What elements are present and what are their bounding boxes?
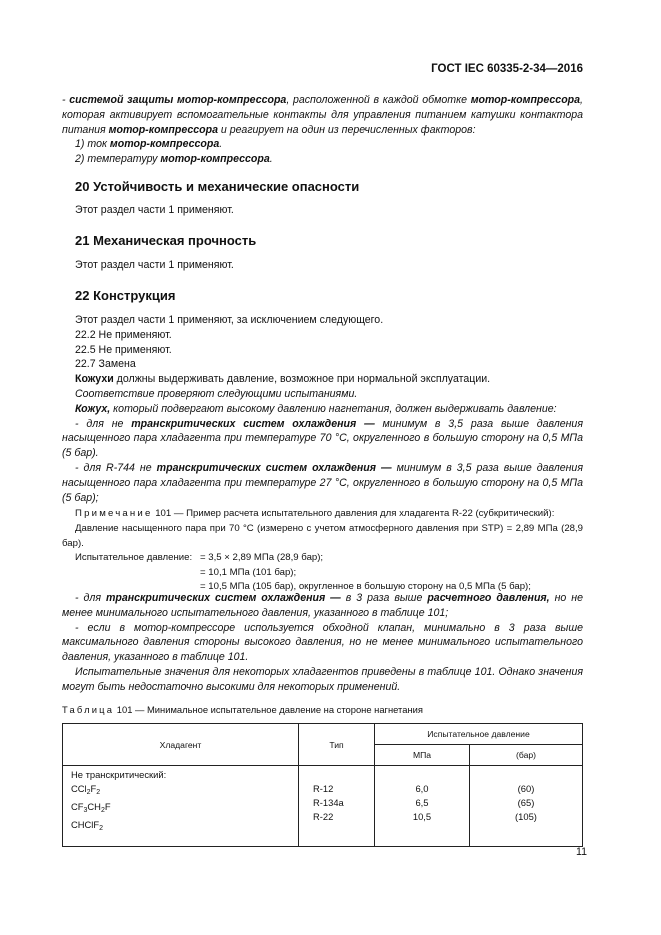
list-item: - для не транскритических систем охлаждения — минимум в 3,5 раза выше давления насыщенного пара хладагента при температуре 70 °С, округленного в большую сторону на 0,5 МПа (5 бар).: [62, 417, 583, 460]
section-heading: 21 Механическая прочность: [75, 233, 257, 248]
refrigerant-type: R-22: [313, 811, 334, 822]
section-text: Этот раздел части 1 применяют, за исключением следующего.: [75, 314, 384, 326]
paragraph: Кожух, который подвергают высокому давлению нагнетания, должен выдерживать давление:: [75, 402, 557, 415]
table-row: [63, 766, 583, 847]
pressure-bar: (105): [515, 811, 537, 822]
header-type: Тип: [299, 724, 375, 766]
document-header: ГОСТ IEC 60335-2-34—2016: [431, 63, 583, 75]
refrigerant-formula: CHClF$_2$: [71, 819, 104, 832]
page-number: 11: [576, 846, 587, 858]
clause: 22.2 Не применяют.: [75, 328, 172, 341]
section-heading: 22 Конструкция: [75, 288, 176, 303]
pressure-bar: (65): [517, 797, 535, 808]
pressure-mpa: 10,5: [412, 811, 432, 822]
paragraph: - системой защиты мотор-компрессора, расположенной в каждой обмотке мотор-компрессора, которая активирует вспомогательные контакты для управления питанием катушки контактора питания мотор-компрессора и реагирует на один из перечисленных факторов:: [62, 94, 583, 136]
header-bar: (бар): [470, 745, 583, 766]
list-item: - если в мотор-компрессоре используется обходной клапан, минимально в 3 раза выше максимального давления стороны высокого давления, но не менее минимального испытательного давления, указанного в таблице 101.: [62, 621, 583, 664]
section-text: Этот раздел части 1 применяют.: [75, 259, 234, 271]
refrigerant-type: R-134a: [313, 797, 344, 808]
note-label: Примечание: [75, 508, 153, 519]
list-item: 1) ток мотор-компрессора.: [75, 138, 223, 151]
table-caption: Таблица 101 — Минимальное испытательное давление на стороне нагнетания: [62, 704, 423, 715]
calc-line: = 3,5 × 2,89 МПа (28,9 бар);: [200, 552, 324, 564]
clause: 22.5 Не применяют.: [75, 343, 172, 356]
refrigerant-type: R-12: [313, 783, 334, 794]
paragraph: Испытательные значения для некоторых хладагентов приведены в таблице 101. Однако значения могут быть недостаточно высокими для некоторых применений.: [62, 665, 583, 693]
list-item: - для R-744 не транскритических систем охлаждения — минимум в 3,5 раза выше давления насыщенного пара хладагента при температуре 27 °С, округленного в большую сторону на 0,5 МПа (5 бар);: [62, 461, 583, 504]
calc-label: Испытательное давление:: [75, 552, 193, 564]
section-text: Этот раздел части 1 применяют.: [75, 204, 234, 216]
section-22-body: [62, 313, 583, 505]
refrigerant-formula: $CF_3CH_2F$: [71, 801, 111, 814]
note-block: [62, 507, 583, 595]
calc-line: = 10,1 МПа (101 бар);: [200, 566, 297, 578]
compliance-text: Соответствие проверяют следующими испытаниями.: [75, 387, 358, 400]
header-pressure: Испытательное давление: [375, 724, 583, 745]
pressure-mpa: 6,5: [415, 797, 429, 808]
clause: 22.7 Замена: [75, 358, 136, 371]
refrigerant-formula: $CCl_2F_2$: [71, 783, 101, 796]
header-mpa: МПа: [375, 745, 470, 766]
list-item: - для транскритических систем охлаждения — в 3 раза выше расчетного давления, но не менее минимального испытательного давления, указанного в таблице 101;: [62, 592, 583, 619]
header-refrigerant: Хладагент: [63, 724, 299, 766]
note-text: 101 — Пример расчета испытательного давления для хладагента R-22 (субкритический):: [152, 508, 555, 519]
pressure-bar: (60): [517, 783, 535, 794]
group-label: Не транскритический:: [71, 769, 167, 780]
paragraph: Кожухи должны выдерживать давление, возможное при нормальной эксплуатации.: [75, 373, 491, 386]
section-heading: 20 Устойчивость и механические опасности: [75, 179, 360, 194]
note-text: Давление насыщенного пара при 70 °С (измерено с учетом атмосферного давления при STP) = 2,89 МПа (28,9 бар).: [62, 522, 583, 549]
calc-line: = 10,5 МПа (105 бар), округленное в большую сторону на 0,5 МПа (5 бар);: [200, 581, 531, 593]
after-note: [62, 591, 583, 695]
pressure-mpa: 6,0: [415, 783, 429, 794]
refrigerant-table: [62, 723, 583, 847]
intro-block: [62, 93, 583, 167]
list-item: 2) температуру мотор-компрессора.: [75, 153, 273, 166]
